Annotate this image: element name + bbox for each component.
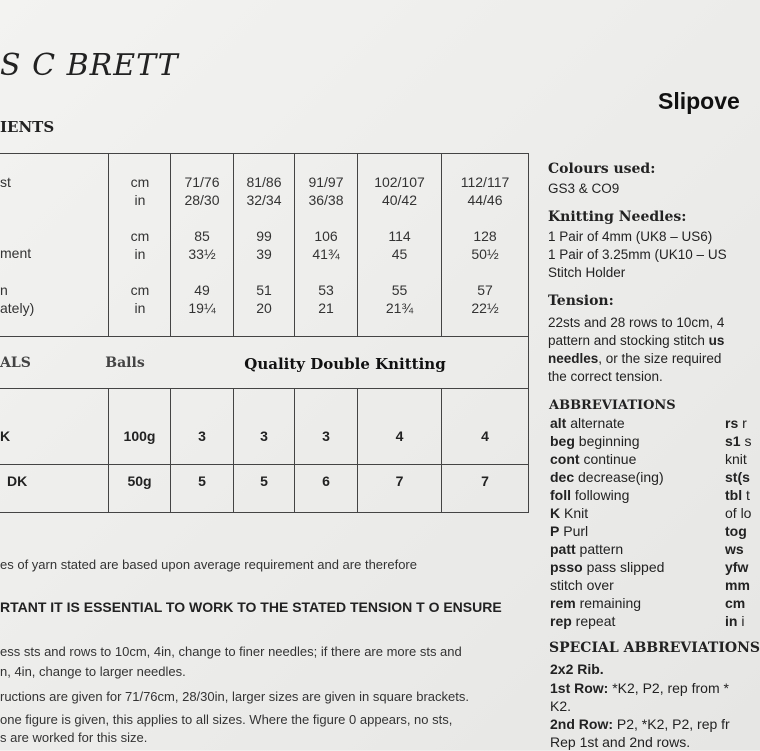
pattern-title: Slipove xyxy=(658,88,740,114)
abbr-item: in i xyxy=(725,613,745,629)
length-value: 21¾ xyxy=(385,300,414,316)
note-figures-cont: s are worked for this size. xyxy=(0,730,148,745)
row-instruction: 2nd Row: P2, *K2, P2, rep fr xyxy=(550,716,730,732)
abbr-item: alt alternate xyxy=(550,415,625,431)
unit-in: in xyxy=(134,246,146,262)
balls-label: Balls xyxy=(105,355,145,371)
unit-cm: cm xyxy=(130,228,150,244)
abbr-item: st(s xyxy=(725,469,750,485)
size-in: 44/46 xyxy=(467,192,503,208)
measurement-value: 106 xyxy=(314,228,338,244)
balls-count: 5 xyxy=(198,473,206,489)
note-tension-fewer: ess sts and rows to 10cm, 4in, change to finer needles; if there are more sts and xyxy=(0,644,462,659)
abbr-item: patt pattern xyxy=(550,541,624,557)
special-abbreviations-heading: SPECIAL ABBREVIATIONS xyxy=(549,640,760,656)
unit-in: in xyxy=(134,300,146,316)
row-label-approx: ately) xyxy=(0,300,35,316)
abbr-item: dec decrease(ing) xyxy=(550,469,664,485)
abbr-item: cm xyxy=(725,595,746,611)
abbr-item: stitch over xyxy=(550,577,614,593)
abbr-item: s1 s xyxy=(725,433,752,449)
size-in: 36/38 xyxy=(308,192,344,208)
note-tension-warning: RTANT IT IS ESSENTIAL TO WORK TO THE STATED TENSION T O ENSURE xyxy=(0,599,502,615)
yarn-label: DK xyxy=(7,473,28,489)
measurement-value: 99 xyxy=(256,228,272,244)
requirements-heading: IENTS xyxy=(0,118,55,136)
row-instruction: Rep 1st and 2nd rows. xyxy=(550,734,691,750)
row-label-chest: st xyxy=(0,174,11,190)
yarn-weight: 50g xyxy=(127,473,152,489)
balls-count: 7 xyxy=(395,473,404,489)
yarn-weight: 100g xyxy=(123,428,156,444)
tension-bold: needles xyxy=(548,351,599,366)
abbr-item: tog xyxy=(725,523,747,539)
length-value: 55 xyxy=(391,282,408,298)
measurement-value: 128 xyxy=(473,228,497,244)
unit-cm: cm xyxy=(130,282,150,298)
unit-cm: cm xyxy=(130,174,150,190)
size-cm: 91/97 xyxy=(308,174,344,190)
needles-line: 1 Pair of 3.25mm (UK10 – US xyxy=(548,247,727,262)
balls-count: 5 xyxy=(260,473,268,489)
length-value: 53 xyxy=(318,282,334,298)
row-instruction: 1st Row: *K2, P2, rep from * xyxy=(550,680,729,696)
abbr-item: rem remaining xyxy=(550,595,642,611)
tension-line: 22sts and 28 rows to 10cm, 4 xyxy=(548,315,725,330)
tension-line: the correct tension. xyxy=(548,369,663,384)
tension-line xyxy=(548,332,724,350)
abbr-item: foll following xyxy=(550,487,630,503)
measurement-value: 33½ xyxy=(188,246,216,262)
row-label-measurement: ment xyxy=(0,245,32,261)
measurement-value: 50½ xyxy=(471,246,499,262)
needles-line: 1 Pair of 4mm (UK8 – US6) xyxy=(548,229,713,244)
yarn-label: K xyxy=(0,428,11,444)
abbreviations-heading: ABBREVIATIONS xyxy=(549,398,676,413)
abbr-item: mm xyxy=(725,577,750,593)
abbr-item: knit xyxy=(725,451,747,467)
colours-heading: Colours used: xyxy=(548,161,656,177)
length-value: 49 xyxy=(194,282,210,298)
abbr-item: beg beginning xyxy=(550,433,640,449)
note-sizes: ructions are given for 71/76cm, 28/30in, larger sizes are given in square brackets. xyxy=(0,689,469,704)
size-in: 40/42 xyxy=(381,192,418,208)
measurement-value: 45 xyxy=(391,246,408,262)
abbr-item: K Knit xyxy=(550,505,589,521)
abbr-item: rep repeat xyxy=(550,613,616,629)
balls-count: 7 xyxy=(481,473,489,489)
tension-heading: Tension: xyxy=(548,293,614,309)
rib-heading: 2x2 Rib. xyxy=(550,661,604,677)
balls-count: 4 xyxy=(481,428,489,444)
size-cm: 112/117 xyxy=(460,174,510,190)
measurement-value: 114 xyxy=(388,228,411,244)
brand-logo: S C BRETT xyxy=(0,48,179,83)
size-table xyxy=(0,153,529,513)
needles-line: Stitch Holder xyxy=(548,265,626,280)
row-instruction: K2. xyxy=(550,698,572,714)
balls-count: 6 xyxy=(322,473,330,489)
balls-count: 3 xyxy=(198,428,206,444)
row-label-length: n xyxy=(0,282,8,298)
balls-count: 4 xyxy=(395,428,404,444)
materials-label: ALS xyxy=(0,355,31,371)
size-in: 32/34 xyxy=(246,192,282,208)
abbr-item: P Purl xyxy=(550,523,589,539)
tension-line xyxy=(548,350,721,368)
tension-bold: us xyxy=(708,333,725,348)
length-value: 57 xyxy=(477,282,493,298)
abbr-item: tbl t xyxy=(725,487,750,503)
abbr-item: cont continue xyxy=(550,451,637,467)
length-value: 22½ xyxy=(471,300,499,316)
colours-text: GS3 & CO9 xyxy=(548,181,620,196)
abbr-item: psso pass slipped xyxy=(550,559,665,575)
tension-text: , or the size required xyxy=(598,351,722,366)
length-value: 51 xyxy=(256,282,272,298)
abbr-item: of lo xyxy=(725,505,752,521)
note-tension-more: n, 4in, change to larger needles. xyxy=(0,664,186,679)
length-value: 21 xyxy=(318,300,334,316)
size-cm: 81/86 xyxy=(246,174,282,190)
needles-heading: Knitting Needles: xyxy=(548,209,687,225)
measurement-value: 85 xyxy=(194,228,210,244)
note-yarn-quantities: es of yarn stated are based upon average requirement and are therefore xyxy=(0,557,417,572)
size-cm: 102/107 xyxy=(374,174,425,190)
tension-text: pattern and stocking stitch xyxy=(548,333,709,348)
length-value: 19¼ xyxy=(188,300,216,316)
balls-count: 3 xyxy=(322,428,330,444)
note-figures: one figure is given, this applies to all sizes. Where the figure 0 appears, no sts, xyxy=(0,712,453,727)
size-cm: 71/76 xyxy=(184,174,220,190)
quality-label: Quality Double Knitting xyxy=(244,355,446,373)
balls-count: 3 xyxy=(260,428,268,444)
size-in: 28/30 xyxy=(184,192,220,208)
abbr-item: ws xyxy=(725,541,744,557)
unit-in: in xyxy=(134,192,146,208)
abbr-item: yfw xyxy=(725,559,749,575)
length-value: 20 xyxy=(256,300,272,316)
abbr-item: rs r xyxy=(725,415,747,431)
measurement-value: 39 xyxy=(256,246,272,262)
measurement-value: 41¾ xyxy=(312,246,340,262)
